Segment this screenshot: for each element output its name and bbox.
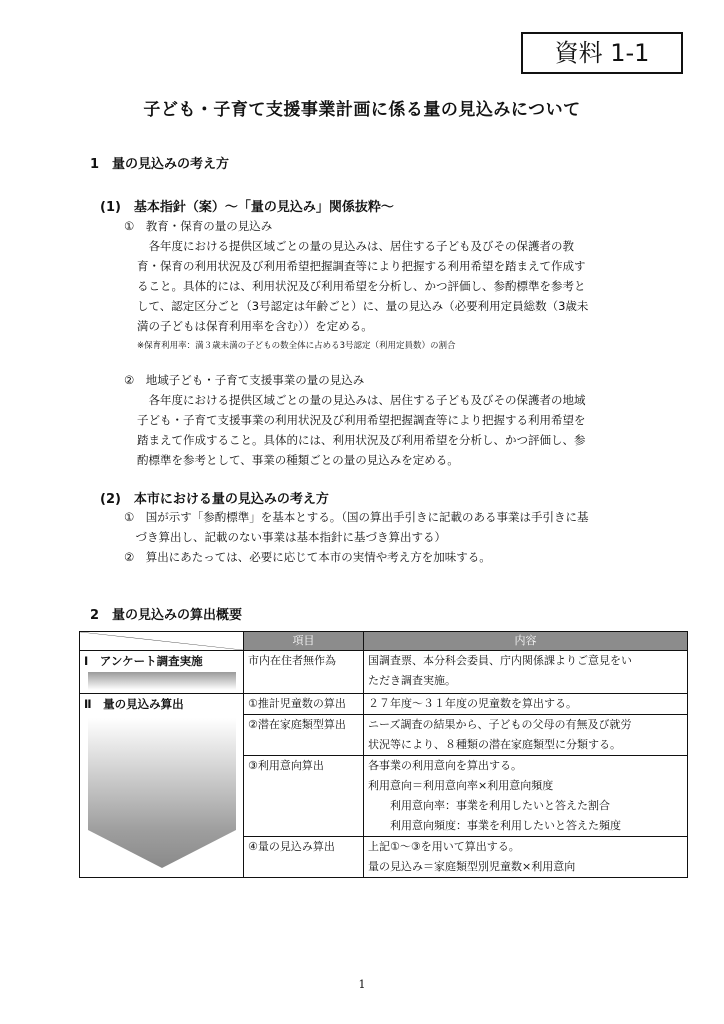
row-content-line: ２７年度～３１年度の児童数を算出する。 bbox=[368, 697, 577, 710]
item1-line: 育・保育の利用状況及び利用希望把握調査等により把握する利用希望を踏まえて作成す bbox=[137, 259, 586, 273]
row-content-line: 利用意向＝利用意向率×利用意向頻度 bbox=[368, 779, 554, 792]
row-item-text: ④量の見込み算出 bbox=[248, 840, 335, 853]
document-title: 子ども・子育て支援事業計画に係る量の見込みについて bbox=[143, 100, 581, 120]
table-row bbox=[80, 694, 688, 715]
item1-line: ること。具体的には、利用状況及び利用希望を分析し、かつ評価し、参酌標準を参考と bbox=[137, 279, 586, 293]
category-estimate bbox=[80, 694, 244, 878]
item1-line: 満の子どもは保育利用率を含む））を定める。 bbox=[137, 319, 373, 333]
section1-heading: 1 量の見込みの考え方 bbox=[90, 157, 230, 172]
page-number: 1 bbox=[358, 978, 366, 991]
estimation-table bbox=[79, 631, 688, 878]
row-item bbox=[244, 694, 364, 715]
row-content-line: 状況等により、８種類の潜在家庭類型に分類する。 bbox=[368, 738, 621, 751]
row-item-text: ②潜在家庭類型算出 bbox=[248, 718, 346, 731]
item2-line: 子ども・子育て支援事業の利用状況及び利用希望把握調査等により把握する利用希望を bbox=[137, 413, 586, 427]
row-item-text: ③利用意向算出 bbox=[248, 759, 324, 772]
row-content-line: ニーズ調査の結果から、子どもの父母の有無及び就労 bbox=[368, 718, 632, 731]
row-item bbox=[244, 651, 364, 694]
row-item bbox=[244, 715, 364, 756]
row-content-line: 各事業の利用意向を算出する。 bbox=[368, 759, 522, 772]
row-content bbox=[364, 715, 688, 756]
section2-heading: 2 量の見込みの算出概要 bbox=[90, 608, 243, 623]
row-item bbox=[244, 756, 364, 837]
item2-line: 酌標準を参考として、事業の種類ごとの量の見込みを定める。 bbox=[137, 453, 459, 467]
item1-line: して、認定区分ごと（3号認定は年齢ごと）に、量の見込み（必要利用定員総数（3歳未 bbox=[137, 299, 589, 313]
table-header-item: 項目 bbox=[244, 632, 364, 651]
row-content bbox=[364, 651, 688, 694]
sub2-line: ② 算出にあたっては、必要に応じて本市の実情や考え方を加味する。 bbox=[124, 550, 491, 564]
row-item-text: ①推計児童数の算出 bbox=[248, 697, 346, 710]
table-header-content: 内容 bbox=[364, 632, 688, 651]
row-content bbox=[364, 756, 688, 837]
document-label: 資料 1-1 bbox=[521, 32, 683, 74]
item1-note: ※保育利用率：満３歳未満の子どもの数全体に占める3号認定（利用定員数）の割合 bbox=[137, 341, 456, 351]
item2-line: 各年度における提供区域ごとの量の見込みは、居住する子ども及びその保護者の地域 bbox=[137, 393, 586, 407]
row-item-text: 市内在住者無作為 bbox=[248, 654, 336, 667]
sub2-heading: (2) 本市における量の見込みの考え方 bbox=[100, 492, 329, 507]
row-content-line: 利用意向頻度：事業を利用したいと答えた頻度 bbox=[368, 819, 621, 832]
table-header-row bbox=[80, 632, 688, 651]
item2-heading: ② 地域子ども・子育て支援事業の量の見込み bbox=[124, 373, 365, 387]
row-content-line: ただき調査実施。 bbox=[368, 674, 456, 687]
row-item bbox=[244, 837, 364, 878]
sub2-line: ① 国が示す「参酌標準」を基本とする。（国の算出手引きに記載のある事業は手引きに基 bbox=[124, 510, 589, 524]
category-label: Ⅱ 量の見込み算出 bbox=[84, 697, 184, 711]
row-content bbox=[364, 694, 688, 715]
down-arrow-icon bbox=[88, 718, 236, 868]
row-content-line: 利用意向率：事業を利用したいと答えた割合 bbox=[368, 799, 610, 812]
row-content-line: 国調査票、本分科会委員、庁内関係課よりご意見をい bbox=[368, 654, 632, 667]
item2-line: 踏まえて作成すること。具体的には、利用状況及び利用希望を分析し、かつ評価し、参 bbox=[137, 433, 586, 447]
item1-line: 各年度における提供区域ごとの量の見込みは、居住する子ども及びその保護者の教 bbox=[137, 239, 574, 253]
row-content-line: 量の見込み＝家庭類型別児童数×利用意向 bbox=[368, 860, 576, 873]
sub1-heading: (1) 基本指針（案）～「量の見込み」関係抜粋～ bbox=[100, 200, 394, 215]
table-corner-cell bbox=[80, 632, 244, 651]
table-row bbox=[80, 651, 688, 694]
diagonal-line bbox=[80, 632, 243, 650]
category-label: Ⅰ アンケート調査実施 bbox=[84, 654, 203, 668]
item1-heading: ① 教育・保育の量の見込み bbox=[124, 219, 273, 233]
row-content bbox=[364, 837, 688, 878]
category-survey bbox=[80, 651, 244, 694]
row-content-line: 上記①～③を用いて算出する。 bbox=[368, 840, 520, 853]
arrow-bar-icon bbox=[88, 672, 236, 690]
sub2-line: づき算出し、記載のない事業は基本指針に基づき算出する） bbox=[124, 530, 446, 544]
